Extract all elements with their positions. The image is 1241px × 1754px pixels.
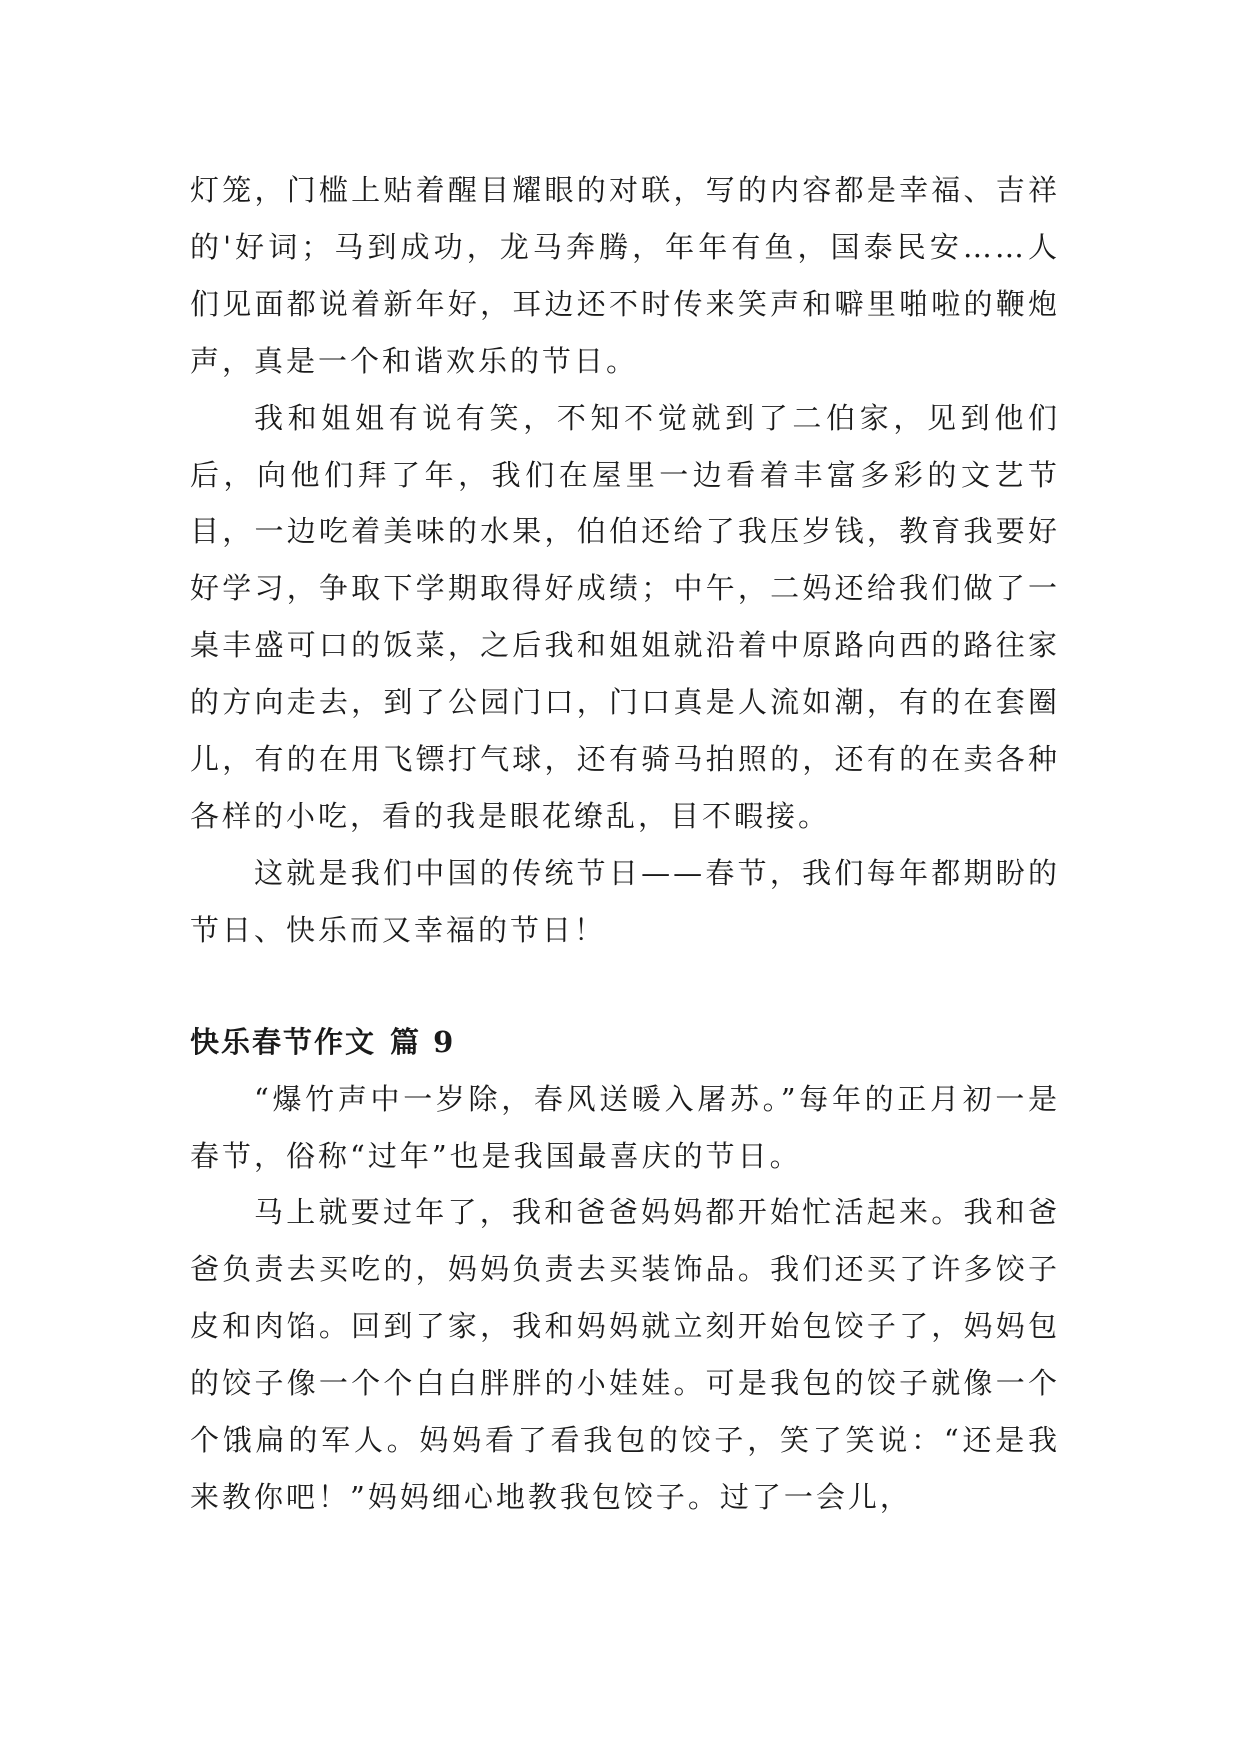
paragraph-visit-uncle: 我和姐姐有说有笑，不知不觉就到了二伯家，见到他们后，向他们拜了年，我们在屋里一边看着丰富多彩的文艺节目，一边吃着美味的水果，伯伯还给了我压岁钱，教育我要好好学习，争取下学期取得好成绩；中午，二妈还给我们做了一桌丰盛可口的饭菜，之后我和姐姐就沿着中原路向西的路往家的方向走去，到了公园门口，门口真是人流如潮，有的在套圈儿，有的在用飞镖打气球，还有骑马拍照的，还有的在卖各种各样的小吃，看的我是眼花缭乱，目不暇接。	[190, 400, 1060, 833]
paragraph-continuation: 灯笼，门槛上贴着醒目耀眼的对联，写的内容都是幸福、吉祥的'好词；马到成功，龙马奔腾，年年有鱼，国泰民安……人们见面都说着新年好，耳边还不时传来笑声和噼里啪啦的鞭炮声，真是一个和谐欢乐的节日。	[190, 173, 1060, 378]
paragraph-intro-poem: “爆竹声中一岁除，春风送暖入屠苏。”每年的正月初一是春节，俗称“过年”也是我国最喜庆的节日。	[190, 1081, 1060, 1173]
document-body	[190, 162, 1060, 1526]
paragraph-conclusion: 这就是我们中国的传统节日——春节，我们每年都期盼的节日、快乐而又幸福的节日！	[190, 855, 1060, 947]
section-heading	[190, 1014, 1060, 1071]
section-title: 快乐春节作文	[190, 1024, 377, 1059]
section-number: 篇 9	[390, 1024, 456, 1059]
paragraph-dumplings: 马上就要过年了，我和爸爸妈妈都开始忙活起来。我和爸爸负责去买吃的，妈妈负责去买装饰品。我们还买了许多饺子皮和肉馅。回到了家，我和妈妈就立刻开始包饺子了，妈妈包的饺子像一个个白白胖胖的小娃娃。可是我包的饺子就像一个个饿扁的军人。妈妈看了看我包的饺子，笑了笑说：“还是我来教你吧！”妈妈细心地教我包饺子。过了一会儿，	[190, 1195, 1060, 1514]
